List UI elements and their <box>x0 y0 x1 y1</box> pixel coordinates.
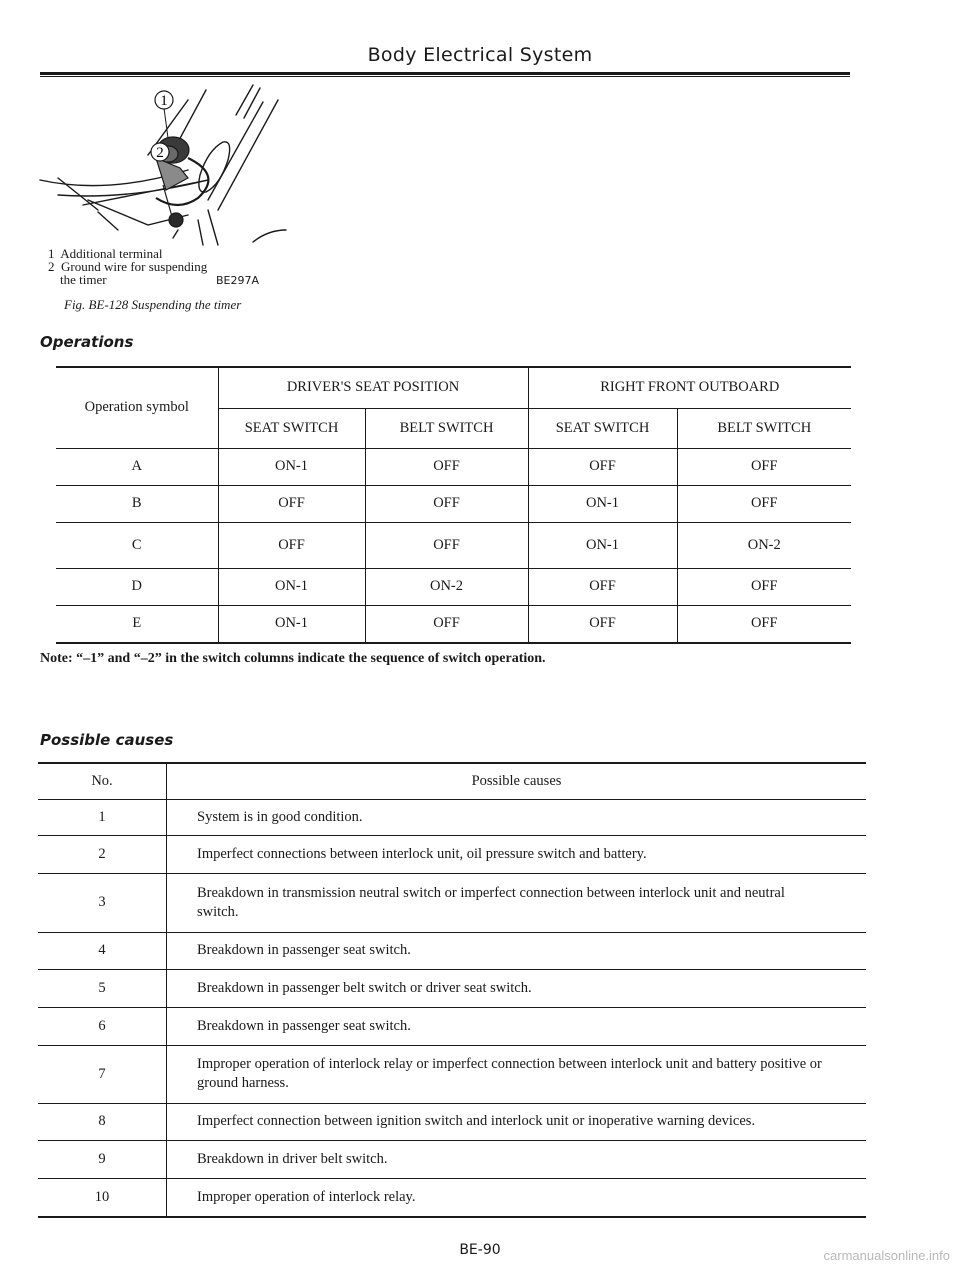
cause-row: 4 Breakdown in passenger seat switch. <box>38 932 866 969</box>
cause-row: 2 Imperfect connections between interlock unit, oil pressure switch and battery. <box>38 835 866 873</box>
operations-heading: Operations <box>40 333 134 351</box>
causes-column-header: Possible causes <box>167 763 867 799</box>
drivers-seat-group-header: DRIVER'S SEAT POSITION <box>218 367 528 408</box>
cause-row: 7 Improper operation of interlock relay or imperfect connection between interlock unit and battery positive or ground harness. <box>38 1045 866 1103</box>
timer-mount-illustration <box>38 80 298 250</box>
callout-2 <box>151 143 169 161</box>
operations-table <box>56 366 851 644</box>
figure-legend <box>48 247 207 286</box>
legend-item: 2 Ground wire for suspending <box>48 259 208 274</box>
legend-item: the timer <box>60 272 107 287</box>
ops-header-row <box>56 367 851 408</box>
figure-caption: Fig. BE-128 Suspending the timer <box>64 297 242 312</box>
col-header: BELT SWITCH <box>677 408 851 448</box>
cause-row: 10 Improper operation of interlock relay. <box>38 1178 866 1217</box>
ops-row: A ON-1 OFF OFF OFF <box>56 448 851 485</box>
cause-row: 3 Breakdown in transmission neutral switch or imperfect connection between interlock unit and neutral switch. <box>38 873 866 932</box>
operations-note: Note: “–1” and “–2” in the switch columns indicate the sequence of switch operation. <box>40 651 546 666</box>
callout-1 <box>155 91 173 109</box>
cause-row: 8 Imperfect connection between ignition switch and interlock unit or inoperative warning devices. <box>38 1103 866 1140</box>
ops-row: D ON-1 ON-2 OFF OFF <box>56 568 851 605</box>
legend-item: 1 Additional terminal <box>48 246 163 261</box>
header-rule <box>40 72 850 75</box>
possible-causes-table <box>38 762 866 1218</box>
cause-row: 1 System is in good condition. <box>38 799 866 835</box>
operation-symbol-header: Operation symbol <box>56 367 218 448</box>
cause-row: 9 Breakdown in driver belt switch. <box>38 1140 866 1178</box>
ops-row: E ON-1 OFF OFF OFF <box>56 605 851 643</box>
cause-row: 6 Breakdown in passenger seat switch. <box>38 1007 866 1045</box>
possible-causes-heading: Possible causes <box>40 731 174 749</box>
svg-text:2: 2 <box>156 145 164 161</box>
col-header: SEAT SWITCH <box>528 408 677 448</box>
no-column-header: No. <box>38 763 167 799</box>
header-rule-thin <box>40 76 850 77</box>
svg-text:1: 1 <box>160 93 168 109</box>
col-header: BELT SWITCH <box>365 408 528 448</box>
right-front-group-header: RIGHT FRONT OUTBOARD <box>528 367 851 408</box>
page-header-title: Body Electrical System <box>367 44 593 66</box>
causes-header-row <box>38 763 866 799</box>
watermark: carmanualsonline.info <box>823 1248 950 1263</box>
col-header: SEAT SWITCH <box>218 408 365 448</box>
page-number: BE-90 <box>459 1242 501 1258</box>
ops-row: C OFF OFF ON-1 ON-2 <box>56 522 851 568</box>
ops-row: B OFF OFF ON-1 OFF <box>56 485 851 522</box>
cause-row: 5 Breakdown in passenger belt switch or driver seat switch. <box>38 969 866 1007</box>
figure-code: BE297A <box>216 274 260 287</box>
